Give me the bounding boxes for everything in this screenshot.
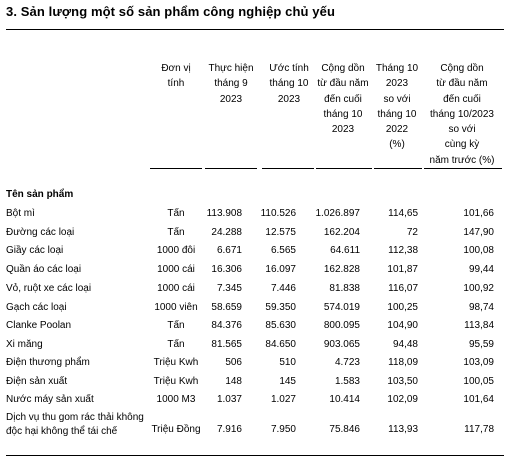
- header-col1: Thực hiện tháng 9 2023: [208, 63, 254, 105]
- cell-v4: 118,09: [388, 357, 418, 368]
- header-col4: Tháng 10 2023 so với tháng 10 2022 (%): [375, 63, 419, 151]
- cell-v1: 24.288: [211, 227, 242, 238]
- cell-v2: 145: [279, 376, 296, 387]
- cell-v1: 81.565: [211, 339, 242, 350]
- header-underline-col5: [424, 168, 502, 169]
- cell-v3: 574.019: [323, 302, 360, 313]
- cell-v5: 147,90: [463, 227, 494, 238]
- cell-name: Điện thương phẩm: [6, 357, 90, 368]
- cell-v2: 16.097: [265, 264, 296, 275]
- cell-v3: 903.065: [323, 339, 360, 350]
- header-col3: Cộng dồn từ đầu năm đến cuối tháng 10 2023: [317, 63, 369, 136]
- top-rule: [6, 29, 504, 30]
- cell-v2: 85.630: [265, 320, 296, 331]
- cell-v5: 98,74: [468, 302, 494, 313]
- cell-v5: 103,09: [463, 357, 494, 368]
- cell-v5: 100,05: [463, 376, 494, 387]
- cell-v2: 59.350: [265, 302, 296, 313]
- cell-v4: 101,87: [387, 264, 418, 275]
- cell-name: Giầy các loại: [6, 245, 64, 256]
- cell-v1: 16.306: [211, 264, 242, 275]
- cell-v1: 84.376: [211, 320, 242, 331]
- header-underline-unit: [150, 168, 202, 169]
- cell-v2: 6.565: [270, 245, 296, 256]
- header-underline-col1: [205, 168, 257, 169]
- cell-name: Xi măng: [6, 339, 43, 350]
- cell-unit: Triệu Kwh: [153, 357, 199, 368]
- cell-name: Gạch các loại: [6, 302, 67, 313]
- header-underline-col4: [374, 168, 422, 169]
- section-label: Tên sản phẩm: [6, 189, 74, 200]
- cell-v4: 112,38: [388, 245, 418, 256]
- cell-v1: 1.037: [216, 394, 242, 405]
- cell-name: Điện sản xuất: [6, 376, 68, 387]
- cell-unit: Triệu Kwh: [153, 376, 199, 387]
- cell-v1: 113.908: [206, 208, 242, 219]
- cell-v5: 100,08: [463, 245, 494, 256]
- header-underline-col2: [262, 168, 314, 169]
- cell-v3: 1.583: [334, 376, 360, 387]
- bottom-rule: [6, 455, 504, 456]
- cell-unit: Triệu Đồng: [151, 424, 201, 435]
- cell-v3: 75.846: [329, 424, 360, 435]
- cell-v2: 12.575: [265, 227, 296, 238]
- cell-name: Đường các loại: [6, 227, 75, 238]
- cell-v3: 162.204: [323, 227, 360, 238]
- cell-unit: 1000 cái: [157, 264, 195, 275]
- cell-unit: 1000 cái: [157, 283, 195, 294]
- cell-v4: 72: [406, 227, 418, 238]
- cell-unit: Tấn: [167, 320, 185, 331]
- cell-name: Bột mì: [6, 208, 35, 219]
- cell-v5: 95,59: [468, 339, 494, 350]
- cell-v2: 84.650: [265, 339, 296, 350]
- cell-v3: 81.838: [329, 283, 360, 294]
- cell-v4: 113,93: [388, 424, 418, 435]
- cell-name: Clanke Poolan: [6, 320, 72, 331]
- cell-v4: 103,50: [387, 376, 418, 387]
- cell-v2: 7.446: [270, 283, 296, 294]
- cell-unit: Tấn: [167, 339, 185, 350]
- cell-v2: 510: [279, 357, 296, 368]
- header-underline-col3: [316, 168, 372, 169]
- cell-v3: 162.828: [323, 264, 360, 275]
- cell-unit: 1000 viên: [154, 302, 198, 313]
- cell-v4: 116,07: [388, 283, 418, 294]
- cell-v5: 99,44: [468, 264, 494, 275]
- cell-v2: 7.950: [270, 424, 296, 435]
- cell-v3: 10.414: [329, 394, 360, 405]
- cell-v5: 101,66: [463, 208, 494, 219]
- cell-v5: 117,78: [464, 424, 494, 435]
- cell-v4: 114,65: [388, 208, 418, 219]
- cell-v1: 7.916: [216, 424, 242, 435]
- cell-name: Nước máy sản xuất: [6, 394, 94, 405]
- cell-v4: 100,25: [387, 302, 418, 313]
- header-col2: Ước tính tháng 10 2023: [269, 63, 309, 105]
- cell-v1: 7.345: [216, 283, 242, 294]
- cell-v1: 506: [225, 357, 242, 368]
- cell-name: Quần áo các loại: [6, 264, 82, 275]
- cell-v3: 64.611: [330, 245, 360, 256]
- cell-v1: 58.659: [211, 302, 242, 313]
- cell-v3: 800.095: [323, 320, 360, 331]
- header-col5: Cộng dồn từ đầu năm đến cuối tháng 10/2023 so với cùng kỳ năm trước (%): [429, 63, 495, 166]
- cell-v5: 100,92: [463, 283, 494, 294]
- cell-unit: 1000 M3: [156, 394, 196, 405]
- cell-v2: 1.027: [270, 394, 296, 405]
- header-unit: Đơn vị tính: [161, 63, 191, 90]
- cell-v1: 6.671: [216, 245, 242, 256]
- cell-v3: 4.723: [334, 357, 360, 368]
- cell-v5: 101,64: [463, 394, 494, 405]
- cell-unit: Tấn: [167, 208, 185, 219]
- cell-v3: 1.026.897: [315, 208, 360, 219]
- cell-unit: 1000 đôi: [156, 245, 196, 256]
- cell-name: Vỏ, ruột xe các loại: [6, 283, 92, 294]
- cell-v4: 94,48: [392, 339, 418, 350]
- cell-unit: Tấn: [167, 227, 185, 238]
- cell-v1: 148: [225, 376, 242, 387]
- cell-v2: 110.526: [260, 208, 296, 219]
- cell-v4: 102,09: [387, 394, 418, 405]
- cell-name: Dịch vụ thu gom rác thải không độc hại không thể tái chế: [6, 412, 144, 437]
- cell-v4: 104,90: [387, 320, 418, 331]
- page-title: 3. Sản lượng một số sản phẩm công nghiệp chủ yếu: [6, 4, 335, 19]
- cell-v5: 113,84: [464, 320, 494, 331]
